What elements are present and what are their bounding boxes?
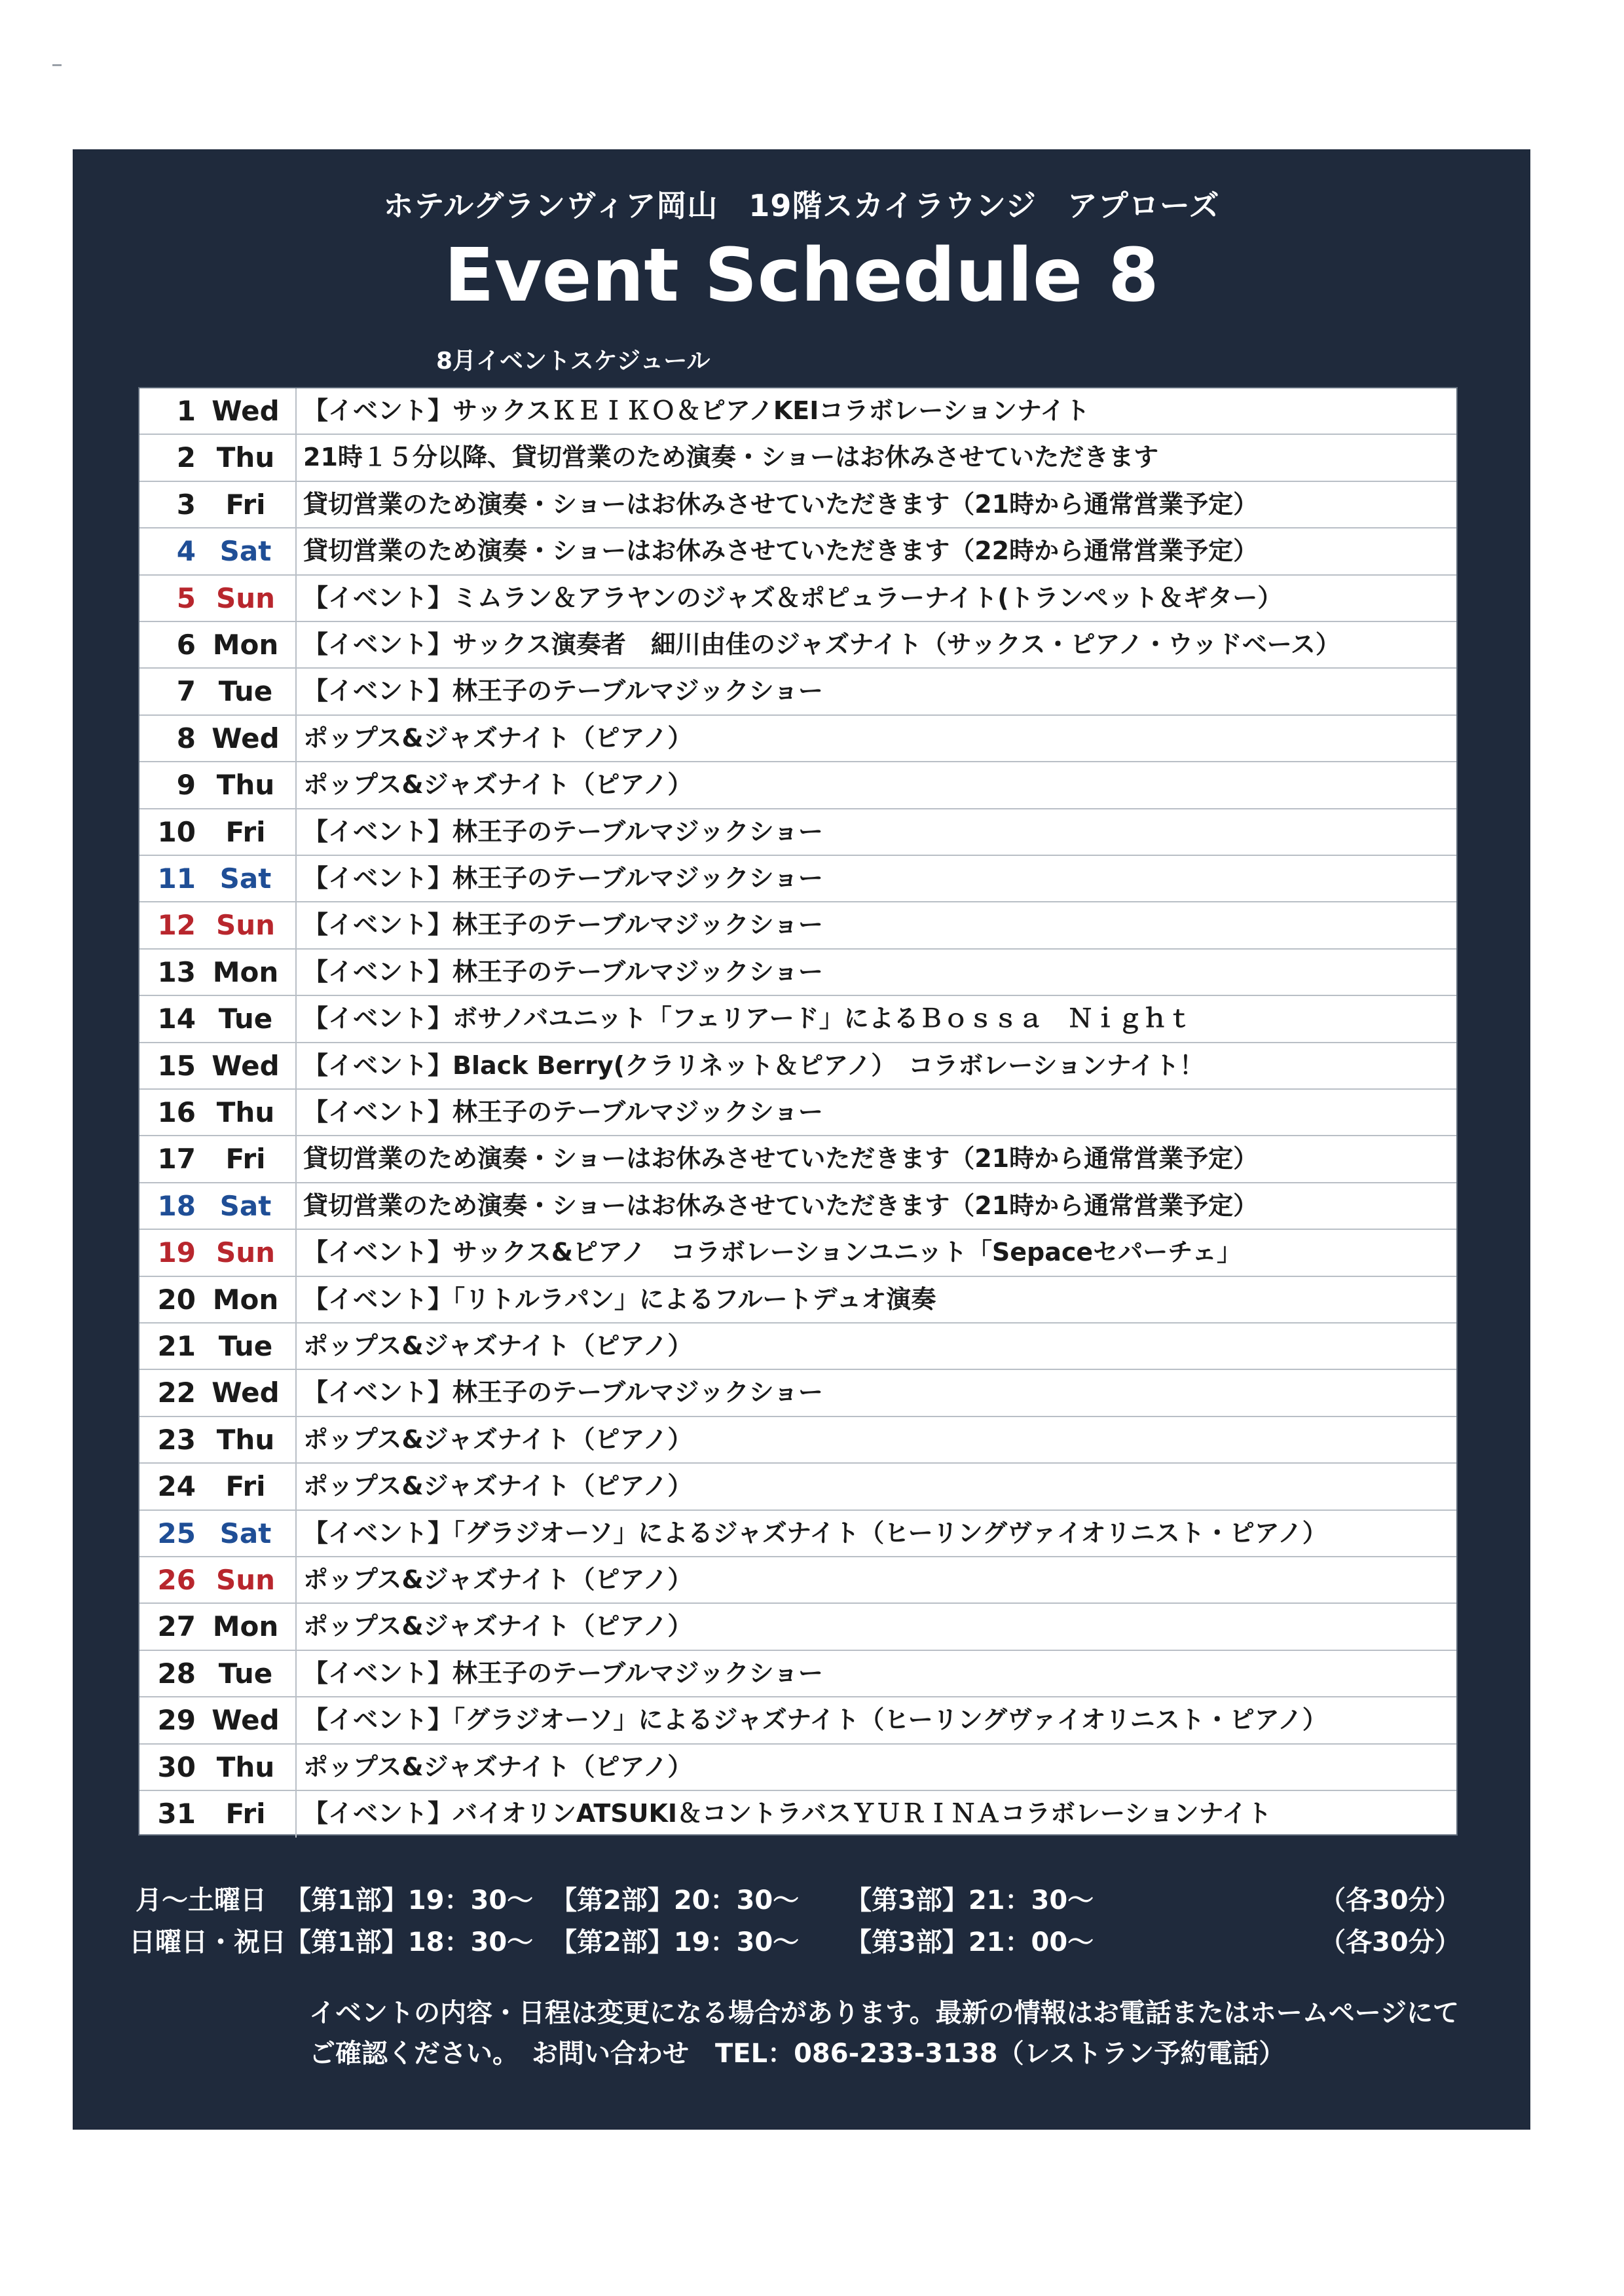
event-description: ポップス&ジャズナイト（ピアノ） [295, 1604, 1451, 1649]
table-row [139, 669, 1456, 715]
event-description: 【イベント】「グラジオーソ」によるジャズナイト（ヒーリングヴァイオリニスト・ピアノ） [295, 1511, 1451, 1556]
day-number: 9 [176, 769, 196, 802]
holiday-part2: 【第2部】19：30～ [551, 1927, 800, 1957]
table-row [139, 435, 1456, 481]
day-number: 7 [176, 675, 196, 708]
day-of-week: Tue [218, 1003, 273, 1035]
day-of-week: Mon [212, 629, 279, 661]
table-row [139, 1136, 1456, 1183]
table-row [139, 1043, 1456, 1090]
page-title: Event Schedule 8 [444, 233, 1159, 318]
weekday-times-row [136, 1879, 1471, 1921]
day-number: 14 [157, 1003, 196, 1035]
table-row [139, 1604, 1456, 1650]
notice-line-2: ご確認ください。 お問い合わせ TEL：086-233-3138（レストラン予約電話） [309, 2039, 1285, 2069]
table-row [139, 716, 1456, 762]
event-description: 【イベント】Black Berry(クラリネット＆ピアノ） コラボレーションナイト！ [295, 1043, 1451, 1088]
table-row [139, 1511, 1456, 1557]
event-description: 21時１５分以降、貸切営業のため演奏・ショーはお休みさせていただきます [295, 435, 1451, 480]
weekday-part3: 【第3部】21：30～ [845, 1885, 1094, 1916]
event-description: 【イベント】サックス演奏者 細川由佳のジャズナイト（サックス・ピアノ・ウッドベース） [295, 622, 1451, 667]
notice-line-1: イベントの内容・日程は変更になる場合があります。最新の情報はお電話またはホームページにて [309, 1998, 1459, 2028]
table-row [139, 1090, 1456, 1136]
event-description: ポップス&ジャズナイト（ピアノ） [295, 1557, 1451, 1602]
table-row [139, 856, 1456, 902]
table-row [139, 1183, 1456, 1230]
day-number: 2 [176, 441, 196, 474]
day-of-week: Sat [219, 1517, 272, 1549]
event-description: 【イベント】「グラジオーソ」によるジャズナイト（ヒーリングヴァイオリニスト・ピアノ） [295, 1697, 1451, 1743]
event-description: ポップス&ジャズナイト（ピアノ） [295, 762, 1451, 807]
event-description: 【イベント】サックスＫＥＩＫＯ＆ピアノKEIコラボレーションナイト [295, 388, 1451, 434]
table-row [139, 902, 1456, 949]
day-number: 27 [157, 1610, 196, 1643]
day-of-week: Mon [212, 1283, 279, 1316]
event-description: 【イベント】林王子のテーブルマジックショー [295, 950, 1451, 995]
holiday-duration: （各30分） [1320, 1927, 1461, 1957]
event-description: ポップス&ジャズナイト（ピアノ） [295, 1464, 1451, 1509]
day-number: 8 [176, 722, 196, 754]
day-number: 17 [157, 1143, 196, 1176]
day-number: 1 [176, 395, 196, 427]
event-description: 【イベント】バイオリンATSUKI＆コントラバスＹＵＲＩＮＡコラボレーションナイト [295, 1791, 1451, 1838]
day-number: 31 [157, 1798, 196, 1830]
event-description: 【イベント】林王子のテーブルマジックショー [295, 1370, 1451, 1415]
day-of-week: Tue [218, 1657, 273, 1690]
page-title-japanese: 8月イベントスケジュール [436, 348, 710, 375]
day-number: 29 [157, 1704, 196, 1737]
event-description: 貸切営業のため演奏・ショーはお休みさせていただきます（21時から通常営業予定） [295, 1183, 1451, 1229]
day-number: 21 [157, 1330, 196, 1362]
day-of-week: Fri [225, 1470, 266, 1503]
day-number: 12 [157, 909, 196, 942]
day-number: 3 [176, 488, 196, 521]
event-description: ポップス&ジャズナイト（ピアノ） [295, 716, 1451, 761]
event-description: ポップス&ジャズナイト（ピアノ） [295, 1745, 1451, 1790]
day-of-week: Thu [216, 1423, 275, 1456]
day-number: 26 [157, 1564, 196, 1596]
event-description: 貸切営業のため演奏・ショーはお休みさせていただきます（21時から通常営業予定） [295, 1136, 1451, 1181]
table-row [139, 1745, 1456, 1791]
day-number: 13 [157, 955, 196, 988]
table-row [139, 576, 1456, 622]
table-row [139, 1324, 1456, 1370]
day-of-week: Fri [225, 815, 266, 848]
day-number: 15 [157, 1049, 196, 1082]
day-number: 5 [176, 582, 196, 614]
event-description: 【イベント】林王子のテーブルマジックショー [295, 669, 1451, 714]
day-of-week: Mon [212, 955, 279, 988]
day-number: 11 [157, 862, 196, 895]
day-of-week: Wed [212, 1049, 280, 1082]
event-description: ポップス&ジャズナイト（ピアノ） [295, 1324, 1451, 1369]
table-row [139, 1697, 1456, 1744]
event-description: 貸切営業のため演奏・ショーはお休みさせていただきます（22時から通常営業予定） [295, 528, 1451, 574]
performance-times [129, 1879, 1471, 1963]
holiday-part3: 【第3部】21：00～ [845, 1927, 1094, 1957]
day-of-week: Sun [215, 1564, 276, 1596]
day-of-week: Wed [212, 1377, 280, 1409]
event-description: 【イベント】林王子のテーブルマジックショー [295, 902, 1451, 948]
day-of-week: Thu [216, 441, 275, 474]
event-description: 【イベント】林王子のテーブルマジックショー [295, 1651, 1451, 1696]
venue-subtitle: ホテルグランヴィア岡山 19階スカイラウンジ アプローズ [383, 188, 1220, 223]
event-description: 【イベント】「リトルラパン」によるフルートデュオ演奏 [295, 1277, 1451, 1322]
day-of-week: Fri [225, 488, 266, 521]
weekday-duration: （各30分） [1320, 1885, 1461, 1916]
event-description: 【イベント】林王子のテーブルマジックショー [295, 809, 1451, 855]
table-row [139, 1791, 1456, 1838]
event-description: 【イベント】ミムラン＆アラヤンのジャズ＆ポピュラーナイト(トランペット＆ギター） [295, 576, 1451, 621]
table-row [139, 1417, 1456, 1464]
weekday-label: 月～土曜日 [136, 1885, 267, 1916]
day-of-week: Sat [219, 535, 272, 568]
weekday-part1: 【第1部】19：30～ [285, 1885, 534, 1916]
table-row [139, 1370, 1456, 1416]
day-number: 6 [176, 629, 196, 661]
day-of-week: Wed [212, 722, 280, 754]
event-description: 【イベント】林王子のテーブルマジックショー [295, 1090, 1451, 1135]
day-of-week: Tue [218, 1330, 273, 1362]
day-number: 19 [157, 1236, 196, 1269]
weekday-part2: 【第2部】20：30～ [551, 1885, 800, 1916]
event-description: ポップス&ジャズナイト（ピアノ） [295, 1417, 1451, 1462]
day-number: 20 [157, 1283, 196, 1316]
day-of-week: Sat [219, 862, 272, 895]
day-of-week: Thu [216, 1750, 275, 1783]
event-description: 貸切営業のため演奏・ショーはお休みさせていただきます（21時から通常営業予定） [295, 482, 1451, 527]
day-of-week: Wed [212, 1704, 280, 1737]
event-description: 【イベント】ボサノバユニット「フェリアード」によるＢｏｓｓａ Ｎｉｇｈｔ [295, 996, 1451, 1041]
table-row [139, 1651, 1456, 1697]
table-row [139, 809, 1456, 856]
day-number: 10 [157, 815, 196, 848]
scan-mark [52, 64, 62, 66]
table-row [139, 1230, 1456, 1276]
day-of-week: Wed [212, 395, 280, 427]
table-row [139, 388, 1456, 435]
event-description: 【イベント】サックス&ピアノ コラボレーションユニット「Sepaceセパーチェ」 [295, 1230, 1451, 1275]
table-row [139, 622, 1456, 669]
holiday-times-row [129, 1921, 1471, 1963]
event-description: 【イベント】林王子のテーブルマジックショー [295, 856, 1451, 901]
day-of-week: Fri [225, 1798, 266, 1830]
table-row [139, 1557, 1456, 1604]
table-row [139, 950, 1456, 996]
day-of-week: Sun [215, 582, 276, 614]
day-number: 23 [157, 1423, 196, 1456]
day-number: 18 [157, 1189, 196, 1222]
day-of-week: Tue [218, 675, 273, 708]
day-of-week: Thu [216, 1096, 275, 1128]
day-of-week: Fri [225, 1143, 266, 1176]
day-number: 28 [157, 1657, 196, 1690]
day-of-week: Sun [215, 909, 276, 942]
table-row [139, 482, 1456, 528]
table-row [139, 762, 1456, 809]
day-of-week: Mon [212, 1610, 279, 1643]
day-of-week: Thu [216, 769, 275, 802]
day-number: 22 [157, 1377, 196, 1409]
day-of-week: Sat [219, 1189, 272, 1222]
day-number: 4 [176, 535, 196, 568]
holiday-part1: 【第1部】18：30～ [285, 1927, 534, 1957]
day-number: 30 [157, 1750, 196, 1783]
notice [309, 1993, 1501, 2074]
schedule-flyer [73, 149, 1530, 2130]
table-row [139, 996, 1456, 1043]
day-number: 24 [157, 1470, 196, 1503]
day-number: 16 [157, 1096, 196, 1128]
holiday-label: 日曜日・祝日 [129, 1927, 286, 1957]
table-row [139, 528, 1456, 575]
day-number: 25 [157, 1517, 196, 1549]
table-row [139, 1464, 1456, 1510]
day-of-week: Sun [215, 1236, 276, 1269]
event-schedule-table [138, 387, 1458, 1836]
table-row [139, 1277, 1456, 1324]
